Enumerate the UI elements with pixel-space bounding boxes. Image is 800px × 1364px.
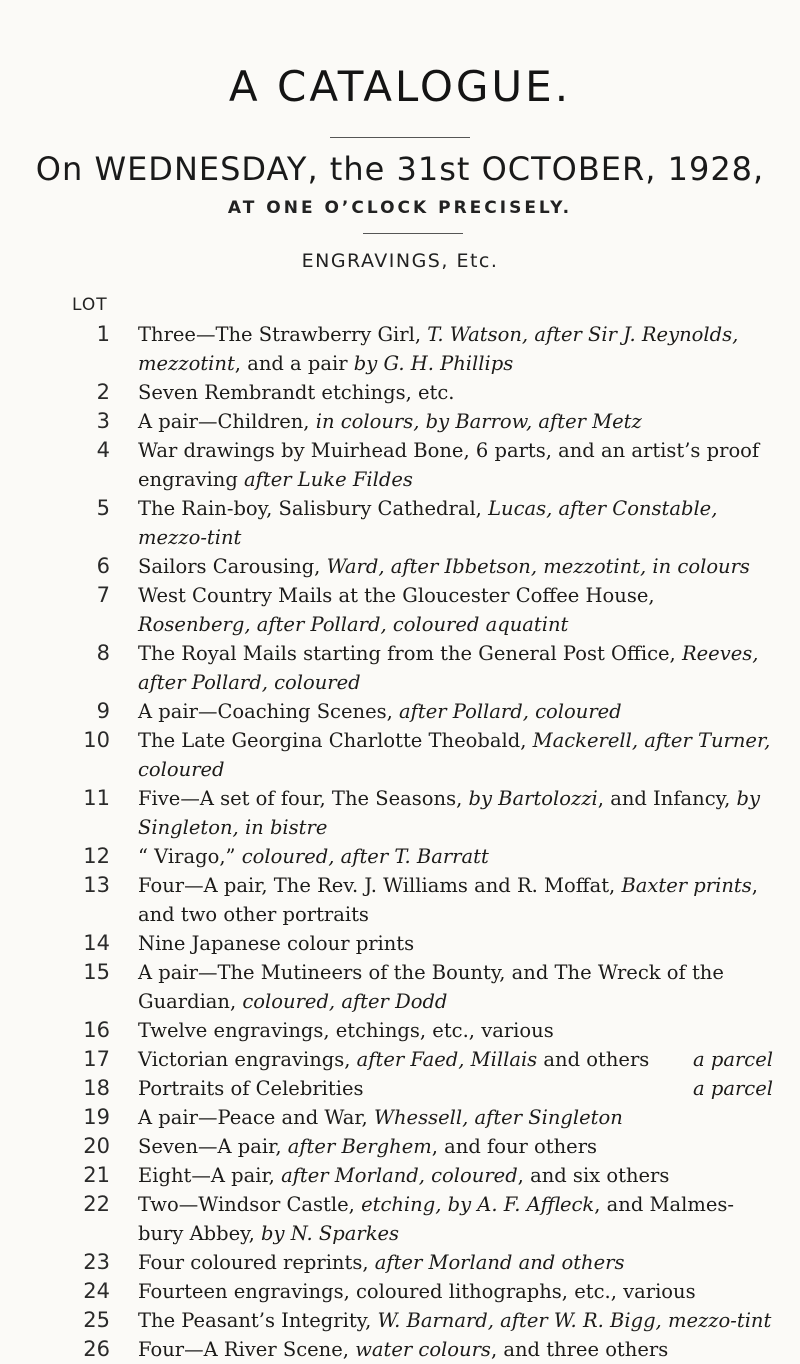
lot-text: Seven—A pair, [138, 1135, 288, 1158]
lot-text: West Country Mails at the Gloucester Coffee House, [138, 584, 655, 607]
lot-description [138, 639, 773, 697]
lot-number: 25 [83, 1308, 110, 1332]
sale-time: AT ONE O’CLOCK PRECISELY. [227, 198, 573, 218]
lot-artist-credit: Lucas, after Constable, mezzo-tint [138, 497, 718, 549]
lot-number: 2 [96, 380, 110, 404]
lot-text: Seven Rembrandt etchings, etc. [138, 381, 455, 404]
lot-entry [0, 726, 800, 784]
lot-text: A pair—The Mutineers of the Bounty, and The Wreck of the Guardian, [138, 961, 724, 1013]
lot-entry [0, 842, 800, 871]
lot-description [138, 494, 773, 552]
lot-entry [0, 436, 800, 494]
lot-text: Four coloured reprints, [138, 1251, 375, 1274]
section-heading: ENGRAVINGS, Etc. [301, 250, 499, 272]
lot-entry [0, 1306, 800, 1335]
lot-entry [0, 1132, 800, 1161]
lot-description [138, 581, 773, 639]
lot-text: Four—A pair, The Rev. J. Williams and R. Moffat, [138, 874, 622, 897]
catalogue-title: A CATALOGUE. [228, 62, 572, 111]
lot-artist-credit: after Morland, coloured [281, 1164, 518, 1187]
lot-entry [0, 494, 800, 552]
lot-text: A pair—Children, [138, 410, 316, 433]
lot-artist-credit: after Faed, Millais [356, 1048, 538, 1071]
lot-number: 13 [83, 873, 110, 897]
lot-description [138, 1132, 773, 1161]
lot-entry [0, 1016, 800, 1045]
lot-description [138, 407, 773, 436]
lot-description [138, 958, 773, 1016]
lot-text: , and four others [431, 1135, 598, 1158]
lot-entry [0, 1335, 800, 1364]
lot-entry [0, 1248, 800, 1277]
lot-text: , and Malmes-bury Abbey, [138, 1193, 734, 1245]
lot-number: 18 [83, 1076, 110, 1100]
lot-artist-credit: etching, by A. F. Affleck [361, 1193, 595, 1216]
lot-artist-credit: after Morland and others [374, 1251, 625, 1274]
lot-artist-credit: Reeves, after Pollard, coloured [138, 642, 759, 694]
lot-description [138, 697, 773, 726]
lot-description [138, 1161, 773, 1190]
lot-entry [0, 1074, 800, 1103]
lot-text: and others [537, 1048, 650, 1071]
lot-description [138, 552, 773, 581]
lot-number: 15 [83, 960, 110, 984]
lot-entry [0, 581, 800, 639]
lot-text: Sailors Carousing, [138, 555, 327, 578]
lot-artist-credit: by Bartolozzi [468, 787, 598, 810]
lot-text: Eight—A pair, [138, 1164, 282, 1187]
lot-text: , and six others [517, 1164, 670, 1187]
lot-artist-credit: coloured, after T. Barratt [241, 845, 489, 868]
lot-artist-credit: after Pollard, coloured [399, 700, 622, 723]
lot-description [138, 1248, 773, 1277]
lot-entry [0, 958, 800, 1016]
lot-text: , and a pair [234, 352, 354, 375]
lot-artist-credit: coloured, after Dodd [242, 990, 448, 1013]
lot-entry [0, 784, 800, 842]
lot-text: Three—The Strawberry Girl, [138, 323, 428, 346]
lot-quantity: a parcel [693, 1048, 773, 1071]
lot-number: 5 [96, 496, 110, 520]
lot-artist-credit: T. Watson, after Sir J. Reynolds, mezzotint [138, 323, 739, 375]
lot-number: 7 [96, 583, 110, 607]
lot-number: 17 [83, 1047, 110, 1071]
lot-artist-credit: Whessell, after Singleton [373, 1106, 623, 1129]
lot-entry [0, 1190, 800, 1248]
lot-text: “ Virago,” [138, 845, 242, 868]
lot-text: The Late Georgina Charlotte Theobald, [138, 729, 533, 752]
lot-number: 24 [83, 1279, 110, 1303]
lot-entry [0, 697, 800, 726]
lot-number: 20 [83, 1134, 110, 1158]
lot-description [138, 436, 773, 494]
lot-description [138, 1190, 773, 1248]
lot-description [138, 726, 773, 784]
lot-description [138, 842, 773, 871]
lot-description [138, 1045, 773, 1074]
lot-entry [0, 1045, 800, 1074]
lot-text: The Rain-boy, Salisbury Cathedral, [138, 497, 489, 520]
lot-text: A pair—Coaching Scenes, [138, 700, 400, 723]
lot-text: Victorian engravings, [138, 1048, 357, 1071]
lot-description [138, 1074, 773, 1103]
lot-entry [0, 871, 800, 929]
lot-entry [0, 552, 800, 581]
lot-artist-credit: after Berghem [287, 1135, 432, 1158]
lot-description [138, 784, 773, 842]
lot-quantity: a parcel [693, 1077, 773, 1100]
lot-text: Five—A set of four, The Seasons, [138, 787, 469, 810]
lot-description [138, 929, 773, 958]
lot-description [138, 1306, 773, 1335]
lot-artist-credit: W. Barnard, after W. R. Bigg, mezzo-tint [377, 1309, 772, 1332]
lot-number: 23 [83, 1250, 110, 1274]
lot-number: 22 [83, 1192, 110, 1216]
lot-number: 10 [83, 728, 110, 752]
lot-text: The Peasant’s Integrity, [138, 1309, 378, 1332]
lot-description [138, 1103, 773, 1132]
lot-number: 8 [96, 641, 110, 665]
lot-number: 26 [83, 1337, 110, 1361]
lot-text: Nine Japanese colour prints [138, 932, 415, 955]
lot-number: 16 [83, 1018, 110, 1042]
lot-number: 21 [83, 1163, 110, 1187]
lot-description [138, 1277, 773, 1306]
lot-text: A pair—Peace and War, [138, 1106, 374, 1129]
lot-artist-credit: Ward, after Ibbetson, mezzotint, in colours [326, 555, 750, 578]
time-rule [363, 233, 463, 234]
lot-artist-credit: by Singleton, in bistre [138, 787, 760, 839]
lot-artist-credit: in colours, by Barrow, after Metz [315, 410, 642, 433]
lot-number: 19 [83, 1105, 110, 1129]
lot-text: , and Infancy, [597, 787, 737, 810]
lot-text: Four—A River Scene, [138, 1338, 356, 1361]
lot-column-header: LOT [72, 295, 108, 315]
lot-entry [0, 320, 800, 378]
lot-description [138, 1335, 773, 1364]
lot-description [138, 871, 773, 929]
lot-text: Two—Windsor Castle, [138, 1193, 362, 1216]
lot-text: Twelve engravings, etchings, etc., various [138, 1019, 554, 1042]
lot-entry [0, 378, 800, 407]
lot-artist-credit: Baxter prints [621, 874, 752, 897]
lot-number: 1 [96, 322, 110, 346]
lot-entry [0, 639, 800, 697]
lot-entry [0, 1277, 800, 1306]
lot-text: , and three others [490, 1338, 669, 1361]
lot-number: 9 [96, 699, 110, 723]
lot-artist-credit: by N. Sparkes [261, 1222, 400, 1245]
sale-date: On WEDNESDAY, the 31st OCTOBER, 1928, [35, 150, 765, 188]
lot-artist-credit: by G. H. Phillips [353, 352, 514, 375]
lot-description [138, 320, 773, 378]
lot-entry [0, 1161, 800, 1190]
lot-number: 11 [83, 786, 110, 810]
lot-description [138, 378, 773, 407]
lot-number: 3 [96, 409, 110, 433]
lot-text: Fourteen engravings, coloured lithographs, etc., various [138, 1280, 696, 1303]
lot-number: 6 [96, 554, 110, 578]
lot-number: 12 [83, 844, 110, 868]
lot-artist-credit: Mackerell, after Turner, coloured [138, 729, 771, 781]
lot-number: 14 [83, 931, 110, 955]
lot-artist-credit: water colours [355, 1338, 491, 1361]
lot-entry [0, 1103, 800, 1132]
lot-artist-credit: after Luke Fildes [244, 468, 413, 491]
lot-number: 4 [96, 438, 110, 462]
lot-text: Portraits of Celebrities [138, 1077, 364, 1100]
lot-text: , and two other portraits [138, 874, 758, 926]
title-rule [330, 137, 470, 138]
lot-text: War drawings by Muirhead Bone, 6 parts, and an artist’s proof engraving [138, 439, 760, 491]
lot-list [0, 320, 800, 1364]
lot-artist-credit: Rosenberg, after Pollard, coloured aquatint [138, 613, 569, 636]
lot-entry [0, 929, 800, 958]
lot-text: The Royal Mails starting from the General Post Office, [138, 642, 682, 665]
lot-description [138, 1016, 773, 1045]
lot-entry [0, 407, 800, 436]
